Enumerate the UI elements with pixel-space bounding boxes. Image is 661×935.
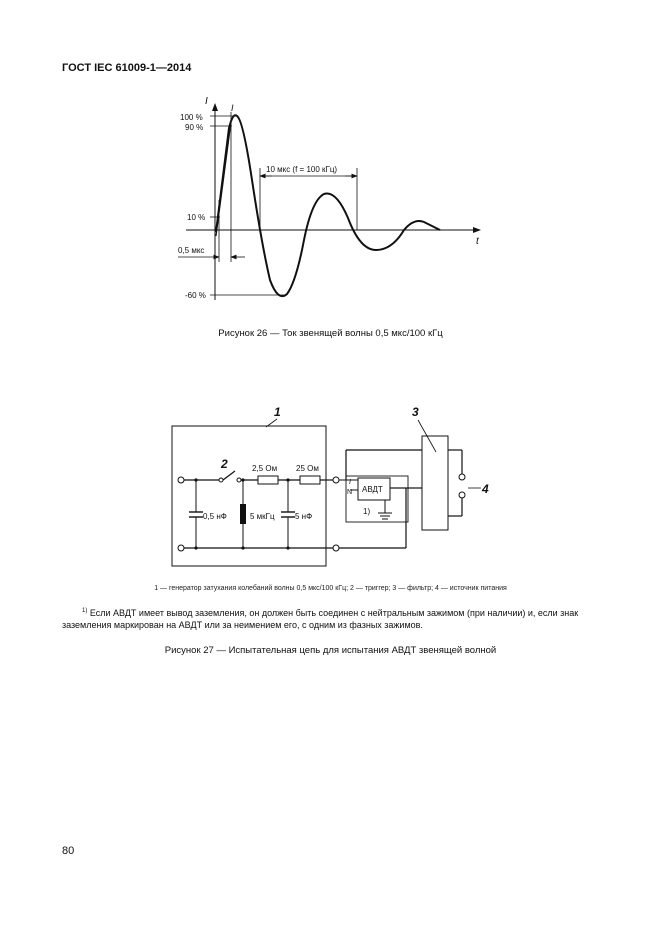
y-axis-label: I — [205, 96, 208, 107]
res2-label: 25 Ом — [296, 464, 319, 473]
figure-27-caption: Рисунок 27 — Испытательная цепь для испытания АВДТ звенящей волной — [164, 645, 497, 656]
inductor — [240, 504, 246, 524]
label-90: 90 % — [185, 123, 204, 132]
label-period: 10 мкс (f = 100 кГц) — [266, 165, 338, 174]
x-axis-label: t — [476, 236, 479, 247]
terminal-top-left — [178, 477, 184, 483]
label-10: 10 % — [187, 213, 206, 222]
document-header: ГОСТ IEC 61009-1—2014 — [62, 62, 192, 74]
peak-marker: I — [231, 103, 234, 113]
page-number: 80 — [62, 845, 75, 857]
trigger-switch — [223, 471, 235, 480]
label-rise: 0,5 мкс — [178, 246, 205, 255]
cap1-label: 0,5 нФ — [203, 512, 227, 521]
resistor-2 — [300, 476, 320, 484]
label-neg60: -60 % — [185, 291, 206, 300]
footnote — [62, 605, 607, 631]
footnote-mark: 1) — [82, 608, 88, 614]
figure-27-test-circuit — [0, 390, 661, 580]
label-100: 100 % — [180, 113, 203, 122]
callout-4: 4 — [482, 482, 489, 496]
res1-label: 2,5 Ом — [252, 464, 278, 473]
supply-terminal-bottom — [459, 492, 465, 498]
figure-27-legend: 1 — генератор затухания колебаний волны 0,5 мкс/100 кГц; 2 — триггер; 3 — фильтр; 4 — источник питания — [154, 585, 507, 592]
terminal-top-right — [333, 477, 339, 483]
generator-box — [172, 426, 326, 566]
inductor-label: 5 мкГц — [250, 512, 275, 521]
terminal-n-label: N — [347, 489, 353, 496]
footnote-ref: 1) — [363, 507, 371, 516]
footnote-text: Если АВДТ имеет вывод заземления, он должен быть соединен с нейтральным зажимом (при наличии) и, если знак заземления маркирован на АВДТ или за неимением его, с одним из фазных зажимов. — [62, 608, 579, 630]
terminal-bottom-right — [333, 545, 339, 551]
terminal-i-label: I — [349, 479, 351, 486]
dut-label: АВДТ — [362, 485, 383, 494]
callout-1: 1 — [274, 405, 281, 419]
callout-3: 3 — [412, 405, 419, 419]
supply-terminal-top — [459, 474, 465, 480]
figure-26-ring-wave — [0, 0, 661, 330]
figure-26-caption: Рисунок 26 — Ток звенящей волны 0,5 мкс/100 кГц — [218, 328, 443, 339]
resistor-1 — [258, 476, 278, 484]
ring-wave-curve — [216, 115, 440, 296]
terminal-bottom-left — [178, 545, 184, 551]
callout-2: 2 — [221, 457, 228, 471]
cap2-label: 5 нФ — [295, 512, 313, 521]
